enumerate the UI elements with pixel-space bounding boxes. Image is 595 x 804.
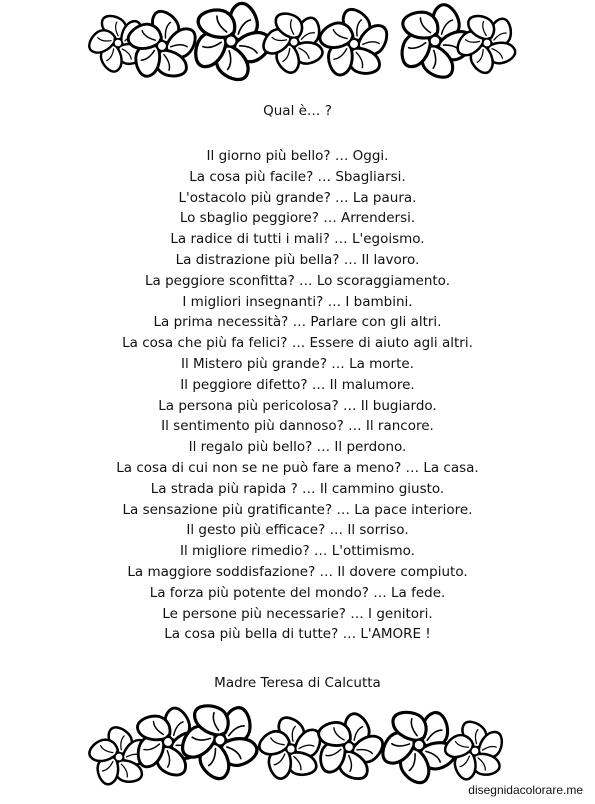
- poem-line: Il regalo più bello? … Il perdono.: [188, 439, 407, 456]
- poem-line: Il peggiore difetto? … Il malumore.: [180, 376, 415, 393]
- poem-line: La cosa che più fa felici? … Essere di aiuto agli altri.: [122, 335, 473, 352]
- poem-line: La cosa più facile? … Sbagliarsi.: [189, 168, 406, 185]
- poem-line: La distrazione più bella? … Il lavoro.: [175, 251, 420, 268]
- plumeria-flower-icon: [456, 12, 518, 74]
- poem-line: La cosa più bella di tutte? … L'AMORE !: [164, 626, 431, 643]
- poem-line: La sensazione più gratificante? … La pace interiore.: [122, 501, 473, 518]
- bottom-flower-border: [0, 700, 595, 790]
- poem-line: La persona più pericolosa? … Il bugiardo.: [158, 397, 437, 414]
- poem-line: L'ostacolo più grande? … La paura.: [178, 189, 417, 206]
- poem-lines: [0, 146, 595, 645]
- poem-line: Il giorno più bello? … Oggi.: [206, 148, 389, 164]
- poem-line: La peggiore sconfitta? … Lo scoraggiamento.: [145, 272, 450, 289]
- poem-line: La prima necessità? … Parlare con gli altri.: [153, 314, 442, 331]
- plumeria-flower-icon: [314, 712, 384, 782]
- top-flower-border: [0, 0, 595, 80]
- plumeria-flower-icon: [262, 10, 326, 74]
- poem-line: Lo sbaglio peggiore? … Arrendersi.: [179, 210, 416, 227]
- poem-line: I migliori insegnanti? … I bambini.: [182, 293, 413, 310]
- poem-title: Qual è… ?: [263, 103, 332, 119]
- poem-line: Il migliore rimedio? … L'ottimismo.: [180, 543, 415, 560]
- poem-line: La strada più rapida ? … Il cammino giusto.: [150, 480, 445, 497]
- plumeria-flower-icon: [444, 720, 506, 782]
- poem-line: Il sentimento più dannoso? … Il rancore.: [161, 418, 434, 435]
- website-label: disegnidacolorare.me: [468, 783, 583, 797]
- poem-line: Il Mistero più grande? … La morte.: [180, 355, 415, 372]
- poem-line: La cosa di cui non se ne può fare a meno? … La casa.: [116, 459, 479, 476]
- poem-line: La maggiore soddisfazione? … Il dovere compiuto.: [127, 563, 468, 580]
- plumeria-flower-icon: [126, 10, 198, 82]
- plumeria-flower-icon: [180, 700, 260, 780]
- plumeria-flower-icon: [318, 8, 390, 80]
- poem-line: Il gesto più efficace? … Il sorriso.: [186, 522, 409, 539]
- plumeria-flower-icon: [190, 0, 272, 82]
- poem-line: La radice di tutti i mali? … L'egoismo.: [170, 231, 425, 248]
- poem-line: La forza più potente del mondo? … La fede.: [149, 584, 446, 601]
- poem-line: Le persone più necessarie? … I genitori.: [162, 605, 433, 622]
- poem-author: Madre Teresa di Calcutta: [214, 675, 381, 691]
